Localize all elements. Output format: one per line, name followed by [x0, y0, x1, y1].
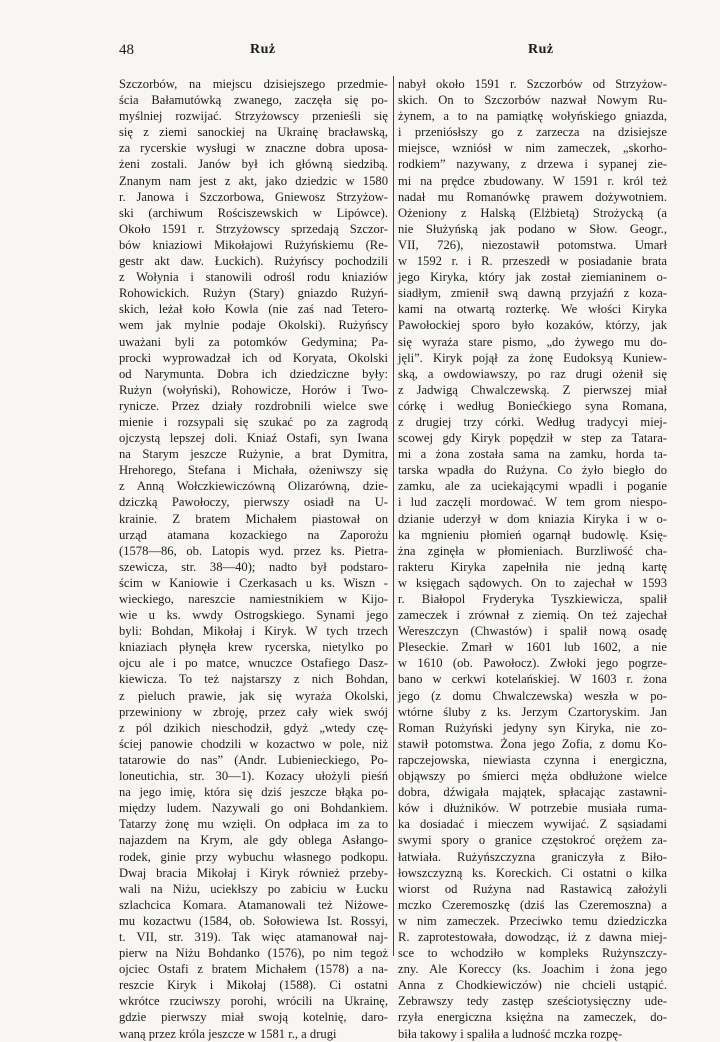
text-line: myślniej rozwijać. Strzyżowscy przenieśli się — [119, 109, 388, 124]
text-line: scowej gdy Kiryk popędził w step za Tatara- — [398, 431, 667, 446]
text-line: bów kniaziowi Mikołajowi Rużyńskiemu (Re- — [119, 237, 388, 252]
text-line: Rużyn (wołyński), Rohowicze, Horów i Two- — [119, 382, 388, 397]
text-line: objąwszy po śmierci męża obdłużone wielce — [398, 769, 667, 784]
text-line: bano w cerkwi kotelańskiej. W 1603 r. żona — [398, 672, 667, 687]
text-line: wieckiego, nareszcie namiestnikiem w Kijo- — [119, 592, 388, 606]
text-line: skich. On to Szczorbów nazwał Nowym Ru- — [398, 93, 667, 108]
text-line: Tatarzy żonę mu wzięli. On odpłaca im za to — [119, 817, 388, 832]
text-line: ków i dłużników. W potrzebie musiała ruma- — [398, 801, 667, 816]
text-line: skich, leżał koło Kowla (nie zaś nad Teterо- — [119, 302, 388, 317]
text-line: VII, 726), niezostawił potomstwa. Umarł — [398, 237, 667, 252]
text-line: Zebrawszy tedy zastęp sześciotysięczny ude- — [398, 994, 667, 1009]
text-line: rapczejowska, niewiasta czynna i energiczna, — [398, 752, 667, 767]
text-line: miejsce, wzniósł w nim zameczek, „skorho- — [398, 141, 667, 156]
text-line: ścim w Kaniowie i Czerkasach u ks. Wiszn - — [119, 575, 388, 590]
column-divider — [393, 76, 394, 956]
text-line: ską, a owdowiawszy, po raz drugi ożenił się — [398, 366, 667, 381]
text-line: żna zginęła w płomieniach. Burzliwość cha- — [398, 543, 667, 558]
running-head-right: Ruż — [528, 42, 554, 57]
text-line: zameczek i zrównał z ziemią. On też zajechał — [398, 608, 667, 623]
text-line: wtórne śluby z ks. Jerzym Czartoryskim. Jan — [398, 704, 667, 719]
text-line: ojcu ale i po matce, wnuczce Ostafiego Dasz- — [119, 656, 388, 671]
text-line: i lud zaczęli mordować. W tem grom niespo- — [398, 495, 667, 510]
text-line: loneutichia, str. 30—1). Kozacy ułożyli pieśń — [119, 769, 388, 784]
text-line: gdzie pierwszy miał swoją kotelnię, daro- — [119, 1010, 388, 1025]
text-line: mienie i rozsypali się szukać po za zagrodą — [119, 414, 388, 429]
text-line: szlachcica Komara. Atamanowali też Niżowe- — [119, 897, 388, 912]
text-line: mi na prędce zbudowany. W 1591 r. król też — [398, 173, 667, 188]
page-header — [0, 42, 720, 64]
right-text-column — [398, 76, 667, 1042]
text-line: pierw na Niżu Bohdanko (1576), po nim tegoż — [119, 946, 388, 961]
text-line: Ożeniony z Halską (Elżbietą) Strożycką (a — [398, 205, 667, 220]
text-line: żynem, a to na pamiątkę wołyńskiego gniazda, — [398, 109, 667, 124]
text-line: reszcie Kiryk i Mikołaj (1588). Ci ostatni — [119, 978, 388, 993]
text-line: rodek, ginie przy wybuchu własnego podkopu. — [119, 849, 388, 864]
text-line: Pawołockiej sporo było kozaków, którzy, jak — [398, 318, 667, 333]
text-line: przewiniony w zbroję, przez cały wiek swój — [119, 704, 388, 719]
text-line: szewicza, str. 38—40); nadto był podstaro- — [119, 559, 388, 574]
text-line: Hrehorego, Stefana i Michała, ożeniwszy się — [119, 463, 388, 478]
text-line: nabył około 1591 r. Szczorbów od Strzyżow- — [398, 77, 667, 91]
text-line: kami na otwartą rozterkę. We włości Kiryka — [398, 302, 667, 317]
text-line: i przeniósłszy go z zarzecza na dzisiejsze — [398, 125, 667, 140]
text-line: wiorst od Rużyna nad Rastawicą założyli — [398, 881, 667, 896]
text-line: Roman Rużyński jedyny syn Kiryka, nie zo- — [398, 720, 667, 735]
text-line: z Jadwigą Chwalczewską. Z pierwszej miał — [398, 382, 667, 397]
text-line: uważani byli za potomków Gedymina; Pa- — [119, 334, 388, 349]
text-line: ściej panowie chodzili w kozactwo w pole, niż — [119, 736, 388, 751]
text-line: wkrótce rzuciwszy porohi, wrócili na Ukrainę, — [119, 994, 388, 1009]
text-line: za rycerskie wysługi w znaczne dobra uposa- — [119, 141, 388, 156]
text-line: w księgach sądowych. On to zajechał w 1593 — [398, 575, 667, 590]
text-line: sce to wchodziło w kompleks Rużynszczy- — [398, 946, 667, 961]
text-line: tatarowie do nas” (Andr. Lubienieckiego, Po- — [119, 752, 388, 767]
text-line: najazdem na Krym, ale gdy oblega Asłango- — [119, 833, 388, 848]
text-line: córkę i według Boniećkiego syna Romana, — [398, 398, 667, 413]
text-line: się wyraża stare pismo, „do żywego mu do- — [398, 334, 667, 349]
text-line: Wereszczyn (Chwastów) i spalił nową osadę — [398, 624, 667, 639]
text-line: (1578—86, ob. Latopis wyd. przez ks. Pietra- — [119, 543, 388, 558]
text-line: ojczystą lepszej doli. Kniaź Ostafi, syn Iwana — [119, 431, 388, 446]
text-line: mi a żona została sama na zamku, horda ta- — [398, 447, 667, 462]
text-line: ski (archiwum Rościszewskich w Lipówce). — [119, 205, 388, 220]
text-line: byli: Bohdan, Mikołaj i Kiryk. W tych trzech — [119, 624, 388, 639]
text-line: Znanym nam jest z akt, jako dziedzic w 1580 — [119, 173, 388, 188]
text-line: rakteru Kiryka zapełniła nie jedną kartę — [398, 559, 667, 574]
text-line: ka dosiadać i mieczem wywijać. Z sąsiadami — [398, 817, 667, 832]
text-line: na jego imię, która się dziś jeszcze błąka po- — [119, 785, 388, 800]
text-line: gestr akt daw. Łuckich). Rużyńscy pochodzili — [119, 254, 388, 269]
text-line: ka mgnieniu płomień ogarnął budowlę. Księ- — [398, 527, 667, 542]
text-line: siadłym, zmienił swą dawną przyjaźń z koza- — [398, 286, 667, 301]
text-line: dzianie uderzył w dom kniazia Kiryka i w o- — [398, 511, 667, 526]
text-line: się z ziemi sanockiej na Ukrainę bracławską, — [119, 125, 388, 140]
text-line: kniaziach płynęła krew rycerska, nietylko po — [119, 640, 388, 655]
text-line: od Narymunta. Dobra ich dziedziczne były: — [119, 366, 388, 381]
text-line: jego (z domu Chwalczewska) weszła w po- — [398, 688, 667, 703]
text-line: wali na Niżu, uciekłszy po zabiciu w Łucku — [119, 881, 388, 896]
text-line: Szczorbów, na miejscu dzisiejszego przedmie- — [119, 77, 388, 91]
text-line: rzyła energiczna księżna na zameczek, do- — [398, 1010, 667, 1025]
text-line: tarska wpadła do Rużyna. Co żyło biegło do — [398, 463, 667, 478]
text-line: dziczką Pawołoczy, pierwszy osiadł na U- — [119, 495, 388, 510]
text-line: swymi spory o granice częstokroć orężem za- — [398, 833, 667, 848]
text-line: ścia Bałamutówką zwanego, zaczęła się po- — [119, 93, 388, 108]
text-line: z Wołynia i stanowili odrośl rodu kniaziów — [119, 270, 388, 285]
text-line: z drugiej trzy córki. Według tradycyi miej- — [398, 414, 667, 429]
text-line: Pleseckie. Zmarł w 1601 lub 1602, a nie — [398, 640, 667, 655]
text-line: zny. Ale Koreccy (ks. Joachim i żona jego — [398, 962, 667, 977]
text-line: procki wyprowadzał ich od Koryata, Okolski — [119, 350, 388, 365]
left-text-column — [119, 76, 388, 1042]
text-line: rodkiem” nazywany, z drzewa i sypanej zie- — [398, 157, 667, 172]
text-line: nie Służyńską jak podano w Słow. Geogr., — [398, 221, 667, 236]
text-line: łowszczyzną ks. Koreckich. Ci ostatni o kilka — [398, 865, 667, 880]
text-line: krainie. Z bratem Michałem piastował on — [119, 511, 388, 526]
text-line: z Anną Wołczkiewiczówną Olizarówną, dzie- — [119, 479, 388, 494]
text-line: wem jak mylnie podaje Okolski). Rużyńscy — [119, 318, 388, 333]
text-line: Anna z Chodkiewiczów) nie chcieli ustąpić. — [398, 978, 667, 993]
text-line: waną przez króla jeszcze w 1581 r., a drugi — [119, 1026, 337, 1041]
text-line: zamku, ale za uciekającymi wpadli i poganie — [398, 479, 667, 494]
text-line: urząd atamana kozackiego na Zaporożu — [119, 527, 388, 542]
text-line: dobra, dźwigała majątek, spłacając zastawni- — [398, 785, 667, 800]
running-head-left: Ruż — [250, 42, 276, 57]
text-line: wie u ks. wwdy Ostrogskiego. Synami jego — [119, 608, 388, 623]
text-line: w 1610 (ob. Pawołocz). Zwłoki jego pogrze- — [398, 656, 667, 671]
text-line: kiewicza. To też najstarszy z nich Bohdan, — [119, 672, 388, 687]
text-line: R. zaprotestowała, dowodząc, iż z dawna miej- — [398, 929, 667, 944]
text-line: stawił potomstwa. Żona jego Zofia, z domu Ko- — [398, 736, 667, 751]
text-line: Rohowickich. Rużyn (Stary) gniazdo Rużyń- — [119, 286, 388, 301]
text-line: r. Białopol Fryderyka Tyszkiewicza, spalił — [398, 592, 667, 606]
text-line: jego Kiryka, który jak został ziemianinem o- — [398, 270, 667, 285]
text-line: żeni zostali. Janów był ich główną siedzibą. — [119, 157, 388, 172]
text-line: z pieluch prawie, jak się wyraża Okolski, — [119, 688, 388, 703]
text-line: jęli”. Kiryk pojął za żonę Eudoksyą Kuniew- — [398, 350, 667, 365]
text-line: Około 1591 r. Strzyżowscy sprzedają Szczor- — [119, 221, 388, 236]
text-line: na Starym jeszcze Rużynie, a brat Dymitra, — [119, 447, 388, 462]
text-line: nadał mu Romanówkę prawem dożywotniem. — [398, 189, 667, 204]
text-line: mu kozactwu (1584, ob. Sołowiewa Ist. Rossyi, — [119, 913, 388, 928]
text-line: w nim zameczek. Przeciwko temu dziedziczka — [398, 913, 667, 928]
text-line: t. VII, str. 319). Tak więc atamanował naj- — [119, 929, 388, 944]
text-line: rynicze. Przez działy rozdrobnili wielce swe — [119, 398, 388, 413]
text-line: z pól dzikich nieschodził, gdyż „wtedy czę- — [119, 720, 388, 735]
text-line: ojciec Ostafi z bratem Michałem (1578) a na- — [119, 962, 388, 977]
text-line: mczko Czeremoszkę (dziś las Czeremoszna) a — [398, 897, 667, 912]
text-line: Dwaj bracia Mikołaj i Kiryk również przeby- — [119, 865, 388, 880]
text-line: w 1592 r. i R. przeszedł w posiadanie brata — [398, 254, 667, 269]
text-line: biła takowy i spaliła a ludność mczka rozpę- — [398, 1026, 623, 1041]
text-line: między ludem. Nazywali go oni Bohdankiem. — [119, 801, 388, 816]
text-line: r. Janowa i Szczorbowa, Gniewosz Strzyżow- — [119, 189, 388, 204]
page-number: 48 — [119, 42, 134, 58]
text-line: łatwiała. Rużyńszczyzna graniczyła z Biło- — [398, 849, 667, 864]
